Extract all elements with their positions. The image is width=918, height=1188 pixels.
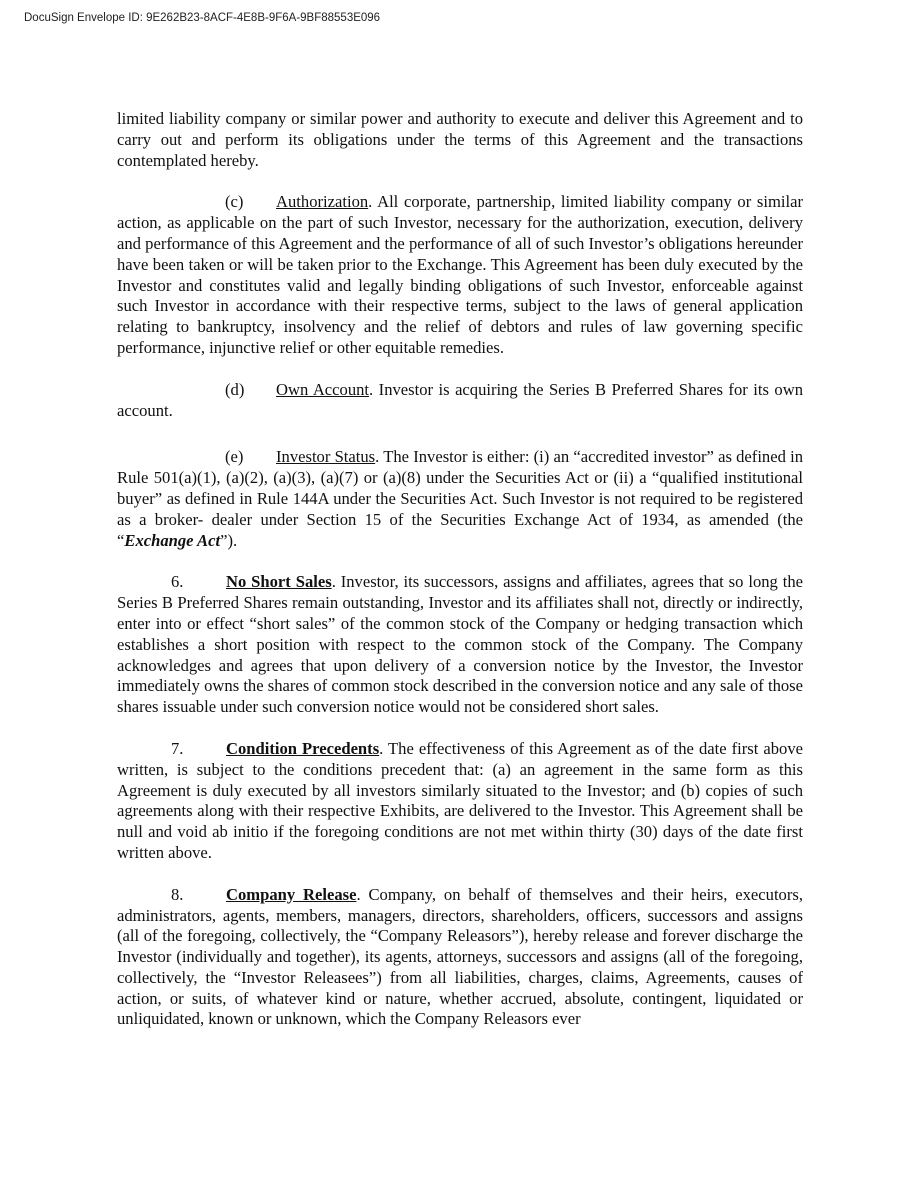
- section-7-body: . The effectiveness of this Agreement as of the date first above written, is subject to the conditions precedent that: (a) an agreement in the same form as this Agreement is duly executed by all investors similarly situated to the Investor; and (b) copies of such agreements along with their respective Exhibits, are delivered to the Investor. This Agreement shall be null and void ab initio if the foregoing conditions are not met within thirty (30) days of the date first written above.: [117, 738, 803, 862]
- section-e-number: (e): [225, 447, 244, 467]
- docusign-envelope-id: DocuSign Envelope ID: 9E262B23-8ACF-4E8B-9F6A-9BF88553E096: [24, 12, 381, 24]
- section-6-number: 6.: [171, 572, 184, 592]
- section-d-number: (d): [225, 379, 245, 399]
- section-d-body: . Investor is acquiring the Series B Preferred Shares for its own account.: [117, 379, 803, 420]
- section-e-body: . The Investor is either: (i) an “accredited investor” as defined in Rule 501(a)(1), (a)(2), (a)(3), (a)(7) or (a)(8) under the Securities Act or (ii) a “qualified institutional buyer” as defined in Rule 144A under the Securities Act. Such Investor is not required to be registered as a broker- dealer under Section 15 of the Securities Exchange Act of 1934, as amended (the “: [117, 447, 804, 550]
- section-8-company-release: [117, 885, 803, 1031]
- section-c-authorization: [117, 192, 803, 358]
- section-c-body: . All corporate, partnership, limited liability company or similar action, as applicable on the part of such Investor, necessary for the authorization, execution, delivery and performance of this Agreement and the performance of all of such Investor’s obligations hereunder have been taken or will be taken prior to the Exchange. This Agreement has been duly executed by the Investor and constitutes valid and legally binding obligations of such Investor, enforceable against such Investor in accordance with their respective terms, subject to the laws of general application relating to bankruptcy, insolvency and the relief of debtors and rules of law governing specific performance, injunctive relief or other equitable remedies.: [117, 192, 803, 357]
- section-d-own-account: [117, 380, 803, 422]
- section-6-no-short-sales: [117, 572, 803, 718]
- section-6-body: . Investor, its successors, assigns and affiliates, agrees that so long the Series B Preferred Shares remain outstanding, Investor and its affiliates shall not, directly or indirectly, enter into or effect “short sales” of the common stock of the Company or hedging transaction which establishes a short position with respect to the common stock of the Company. The Company acknowledges and agrees that upon delivery of a conversion notice by the Investor, the Investor immediately owns the shares of common stock described in the conversion notice and any sale of those shares issuable under such conversion notice would not be considered short sales.: [117, 572, 804, 717]
- section-e-heading: Investor Status: [276, 447, 376, 467]
- section-c-heading: Authorization: [276, 192, 369, 212]
- section-e-tail: ”).: [220, 530, 238, 550]
- section-c-number: (c): [225, 192, 244, 212]
- section-7-number: 7.: [171, 738, 184, 758]
- section-d-heading: Own Account: [276, 379, 370, 399]
- section-e-defined-term: Exchange Act: [124, 530, 221, 550]
- section-e-investor-status: [117, 447, 803, 551]
- section-7-condition-precedents: [117, 739, 803, 864]
- section-8-number: 8.: [171, 884, 184, 904]
- section-6-heading: No Short Sales: [226, 572, 332, 592]
- paragraph-intro: limited liability company or similar power and authority to execute and deliver this Agreement and to carry out and perform its obligations under the terms of this Agreement and the transactions contemplated hereby.: [117, 109, 803, 170]
- section-8-heading: Company Release: [226, 884, 357, 904]
- document-body: [117, 109, 803, 1030]
- section-8-body: . Company, on behalf of themselves and their heirs, executors, administrators, agents, members, managers, directors, shareholders, officers, successors and assigns (all of the foregoing, collectively, the “Company Releasors”), hereby release and forever discharge the Investor (individually and together), its agents, attorneys, successors and assigns (all of the foregoing, collectively, the “Investor Releasees”) from all liabilities, charges, claims, Agreements, causes of action, or suits, of whatever kind or nature, whether accrued, absolute, contingent, liquidated or unliquidated, known or unknown, which the Company Releasors ever: [117, 884, 803, 1029]
- section-7-heading: Condition Precedents: [226, 738, 380, 758]
